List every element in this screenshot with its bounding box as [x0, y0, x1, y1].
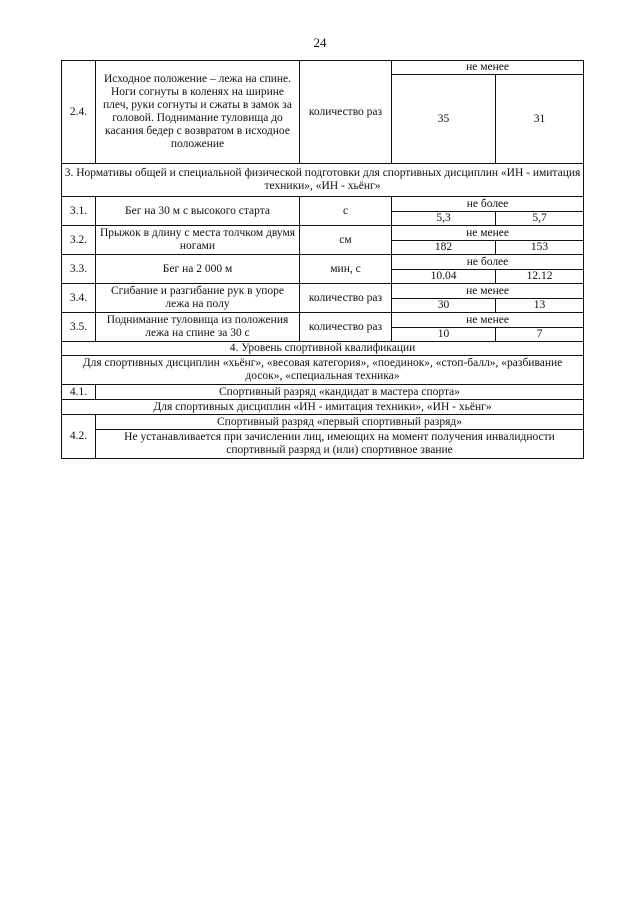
condition-cell: не менее [392, 284, 584, 299]
row-number: 3.5. [62, 313, 96, 342]
value-cell: 35 [392, 75, 496, 164]
unit-cell: см [300, 226, 392, 255]
group-header: Для спортивных дисциплин «ИН - имитация техники», «ИН - хьёнг» [62, 400, 584, 415]
value-cell: 10 [392, 328, 496, 342]
condition-cell: не менее [392, 61, 584, 75]
row-number: 3.1. [62, 197, 96, 226]
value-cell: 10.04 [392, 270, 496, 284]
unit-cell: количество раз [300, 284, 392, 313]
qualification-cell: Спортивный разряд «кандидат в мастера спорта» [96, 385, 584, 400]
qualification-title: Спортивный разряд «первый спортивный разряд» [96, 415, 584, 430]
table-row [62, 385, 584, 400]
group-header-row [62, 356, 584, 385]
exercise-cell: Поднимание туловища из положения лежа на спине за 30 с [96, 313, 300, 342]
row-number: 2.4. [62, 61, 96, 164]
row-number: 3.4. [62, 284, 96, 313]
row-number: 4.1. [62, 385, 96, 400]
unit-cell: количество раз [300, 313, 392, 342]
table-row [62, 430, 584, 459]
value-cell: 31 [496, 75, 584, 164]
unit-cell: мин, с [300, 255, 392, 284]
table-row [62, 255, 584, 270]
value-cell: 5,7 [496, 212, 584, 226]
exercise-cell: Исходное положение – лежа на спине. Ноги согнуты в коленях на ширине плеч, руки согнуты и сжаты в замок за головой. Поднимание туловища до касания бедер с возвратом в исходное положение [96, 61, 300, 164]
condition-cell: не более [392, 255, 584, 270]
unit-cell: с [300, 197, 392, 226]
page-number: 24 [313, 35, 327, 50]
value-cell: 5,3 [392, 212, 496, 226]
exercise-cell: Прыжок в длину с места толчком двумя ногами [96, 226, 300, 255]
table-row [62, 197, 584, 212]
section-title: 4. Уровень спортивной квалификации [62, 342, 584, 356]
exercise-cell: Бег на 2 000 м [96, 255, 300, 284]
table-row [62, 226, 584, 241]
table-row [62, 284, 584, 299]
norms-table [61, 60, 584, 459]
value-cell: 30 [392, 299, 496, 313]
value-cell: 153 [496, 241, 584, 255]
group-header-row [62, 400, 584, 415]
value-cell: 13 [496, 299, 584, 313]
section-header-row [62, 164, 584, 197]
unit-cell: количество раз [300, 61, 392, 164]
group-header: Для спортивных дисциплин «хьёнг», «весовая категория», «поединок», «стоп-балл», «разбивание досок», «специальная техника» [62, 356, 584, 385]
exercise-cell: Сгибание и разгибание рук в упоре лежа на полу [96, 284, 300, 313]
table-row [62, 415, 584, 430]
row-number: 3.2. [62, 226, 96, 255]
condition-cell: не более [392, 197, 584, 212]
condition-cell: не менее [392, 226, 584, 241]
section-header-row [62, 342, 584, 356]
exercise-cell: Бег на 30 м с высокого старта [96, 197, 300, 226]
section-title: 3. Нормативы общей и специальной физической подготовки для спортивных дисциплин «ИН - имитация техники», «ИН - хьёнг» [62, 164, 584, 197]
value-cell: 7 [496, 328, 584, 342]
row-number: 3.3. [62, 255, 96, 284]
value-cell: 12.12 [496, 270, 584, 284]
row-number: 4.2. [62, 415, 96, 459]
condition-cell: не менее [392, 313, 584, 328]
table-row [62, 313, 584, 328]
table-row [62, 61, 584, 75]
qualification-note: Не устанавливается при зачислении лиц, имеющих на момент получения инвалидности спортивный разряд и (или) спортивное звание [96, 430, 584, 459]
value-cell: 182 [392, 241, 496, 255]
